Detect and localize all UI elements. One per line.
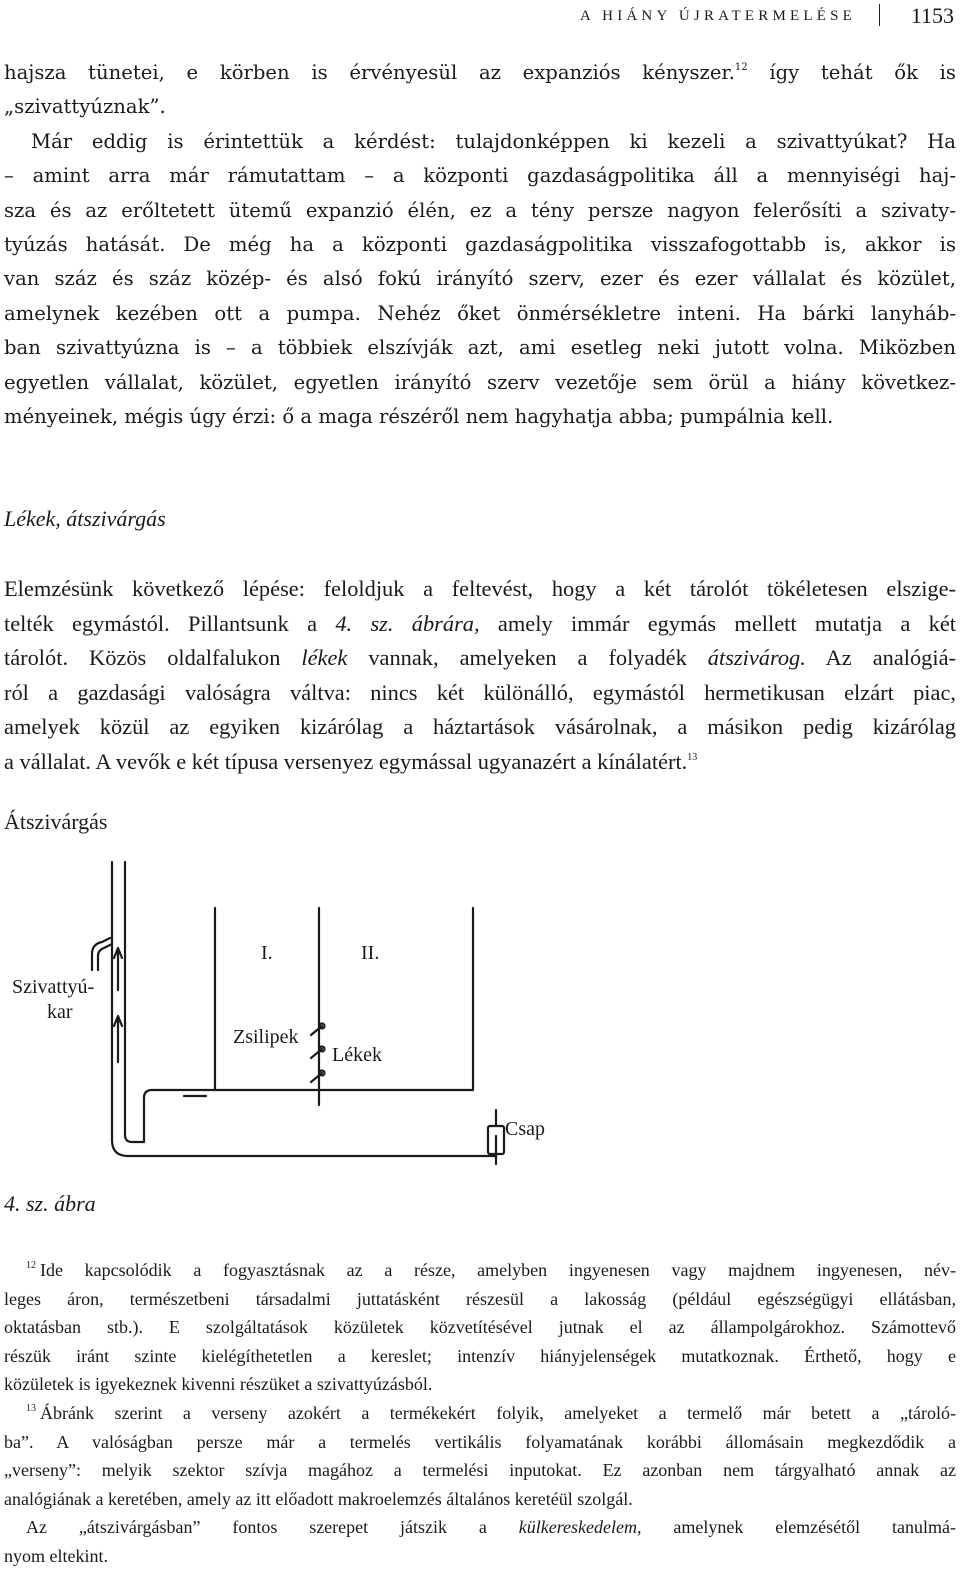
label-locks: Zsilipek: [233, 1026, 299, 1048]
emphasis-term: lékek: [301, 645, 348, 671]
footnote-13-line: nyom eltekint.: [4, 1545, 108, 1566]
text-line: [4, 607, 956, 642]
figure-caption: 4. sz. ábra: [4, 1191, 96, 1216]
text-line: „szivattyúznak”.: [4, 95, 166, 119]
header-divider: [879, 4, 880, 26]
text-span: vannak, amelyeken a folyadék: [347, 645, 708, 671]
text-span: telték egymástól. Pillantsunk a: [4, 610, 336, 636]
paragraph-pumping: [4, 56, 956, 434]
text-line: egyetlen vállalat, közület, egyetlen irányító szerv vezetője sem örül a hiány következ-: [4, 370, 956, 394]
running-header: [0, 0, 958, 34]
emphasis-term: külkereskedelem,: [518, 1517, 642, 1538]
figure-reference[interactable]: 4. sz. ábrára,: [335, 610, 480, 636]
section-heading: Lékek, átszivárgás: [4, 506, 166, 531]
label-pumps-cont: kar: [47, 1001, 73, 1023]
text-line: amelyek közül az egyiken kizárólag a háztartások vásárolnak, a másikon pedig kizárólag: [4, 714, 956, 740]
label-tap: Csap: [505, 1118, 545, 1140]
label-tank-1: I.: [261, 942, 273, 964]
footnote-ref-12[interactable]: 12: [734, 62, 748, 73]
text-span: Az „átszivárgásban” fontos szerepet játszik a: [26, 1517, 519, 1538]
text-span: a vállalat. A vevők e két típusa versenyez egymással ugyanazért a kínálatért.: [4, 748, 688, 774]
footnote-13-line: [4, 1513, 956, 1542]
text-line: Már eddig is érintettük a kérdést: tulajdonképpen ki kezeli a szivattyúkat? Ha: [31, 129, 956, 153]
text-line: – amint arra már rámutattam – a központi gazdaságpolitika áll a mennyiségi haj-: [4, 164, 956, 188]
footnote-12-line: leges áron, természetbeni társadalmi juttatásként részesül a lakosság (például egészségügyi ellátásban,: [4, 1288, 956, 1309]
footnote-marker: 12: [26, 1260, 36, 1271]
footnote-12-line: közületek is igyekeznek kivenni részüket a szivattyúzásból.: [4, 1374, 433, 1395]
footnote-marker: 13: [26, 1402, 36, 1414]
footnote-13-line: „verseny”: melyik szektor szívja magához a termelési inputokat. Ez azonban nem tárgyalható annak az: [4, 1460, 956, 1481]
label-leaks: Lékek: [332, 1044, 382, 1066]
footnote-12-line: oktatásban stb.). E szolgáltatások közületek közvetítésével jutnak el az állampolgárokhoz. Számottevő: [4, 1317, 956, 1338]
text-span: hajsza tünetei, e körben is érvényesül az expanziós kényszer.: [4, 61, 735, 84]
pump-arrow-lower: [114, 1016, 122, 1062]
outer-wall: [112, 862, 496, 1156]
text-line: ról a gazdasági valóságra váltva: nincs két különálló, egymástól hermetikusan elzárt piac,: [4, 679, 956, 705]
text-span: Ide kapcsolódik a fogyasztásnak az a része, amelyben ingyenesen vagy majdnem ingyenesen, név-: [40, 1260, 956, 1280]
footnote-13-line: ba”. A valóságban persze már a termelés vertikális folyamatának korábbi állomásain megkezdődik a: [4, 1431, 956, 1452]
paragraph-leaks: [4, 572, 956, 780]
text-line: ban szivattyúzna is – a többiek elszívják azt, ami esetleg neki jutott volna. Miközben: [4, 336, 956, 360]
footnote-13-line: analógiának a keretében, amely az itt előadott makroelemzés általános keretéül szolgál.: [4, 1488, 633, 1509]
pump-arrow-upper: [114, 948, 122, 990]
running-title: A HIÁNY ÚJRATERMELÉSE: [580, 8, 856, 24]
text-line: [4, 56, 956, 90]
figure-leakage-diagram: [0, 840, 600, 1180]
figure-title: Átszivárgás: [4, 809, 108, 834]
text-line: tyúzás hatását. De még ha a központi gazdaságpolitika visszafogottabb is, akkor is: [4, 233, 956, 257]
text-line: Elemzésünk következő lépése: feloldjuk a feltevést, hogy a két tárolót tökéletesen elszige-: [4, 576, 956, 601]
text-span: így tehát ők is: [747, 61, 956, 84]
footnote-ref-13[interactable]: 13: [687, 751, 698, 763]
text-line: [4, 745, 956, 780]
footnote-12-line: részük iránt szinte kielégíthetetlen a kereslet; intenzív hiányjelenségek mutatkoznak. Érthető, hogy e: [4, 1345, 956, 1366]
footnotes: [4, 1256, 956, 1571]
footnote-13-line: [4, 1399, 956, 1428]
pump-lever-icon: [92, 938, 112, 970]
text-line: [4, 641, 956, 676]
page-number: 1153: [910, 3, 954, 28]
text-span: tárolót. Közös oldalfalukon: [4, 645, 302, 671]
label-tank-2: II.: [361, 942, 380, 964]
inner-wall: [125, 862, 473, 1142]
text-line: amelynek kezében ott a pumpa. Nehéz őket önmérsékletre inteni. Ha bárki lanyháb-: [4, 301, 956, 325]
text-span: amelynek elemzésétől tanulmá-: [641, 1517, 956, 1538]
text-line: sza és az erőltetett ütemű expanzió élén, ez a tény persze nagyon felerősíti a szivaty-: [4, 198, 956, 222]
text-span: Az analógiá-: [805, 645, 956, 671]
text-line: ményeinek, mégis úgy érzi: ő a maga részéről nem hagyhatja abba; pumpálnia kell.: [4, 405, 834, 429]
text-line: van száz és száz közép- és alsó fokú irányító szerv, ezer és ezer vállalat és közület,: [4, 267, 956, 291]
label-pumps: Szivattyú-: [12, 976, 95, 998]
footnote-12-line: [4, 1256, 956, 1285]
emphasis-term: átszivárog.: [707, 645, 806, 671]
text-span: Ábránk szerint a verseny azokért a termékekért folyik, amelyeket a termelő már betett a „tároló-: [40, 1402, 956, 1423]
text-span: amely immár egymás mellett mutatja a két: [479, 610, 956, 636]
